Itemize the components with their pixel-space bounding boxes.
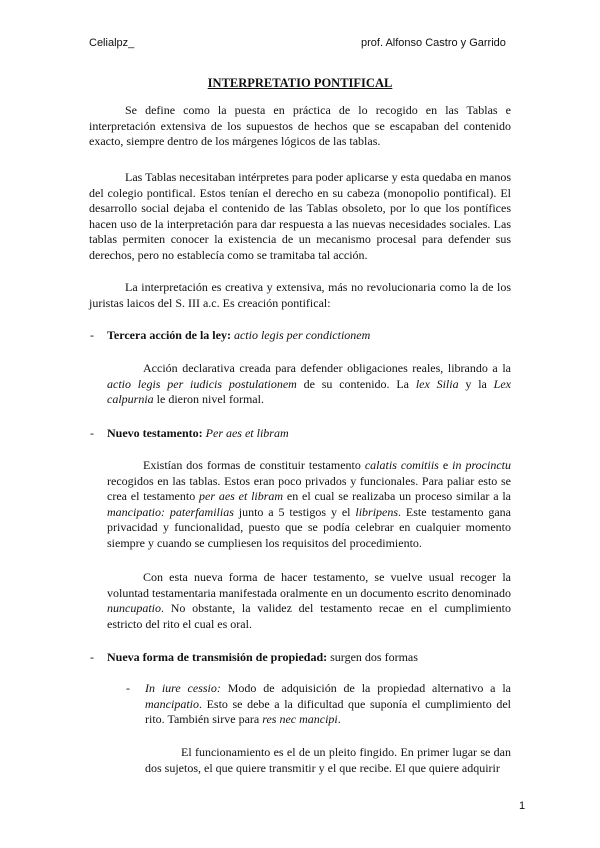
page-title: INTERPRETATIO PONTIFICAL: [207, 76, 393, 90]
paragraph-tablas: Las Tablas necesitaban intérpretes para poder aplicarse y esta quedaba en manos del colegio pontifical. Estos tenían el derecho en su cabeza (monopolio pontifical). El desarrollo social dejaba el contenido de las Tablas obsoleto, por lo que los pontífices hacen uso de la interpretación para dar respuesta a las nuevas necesidades sociales. Las tablas permiten conocer la existencia de un mecanismo procesal para defender sus derechos, pero no establecía como se tramitaba tal acción.: [89, 170, 511, 262]
paragraph-formas-testamento: Existían dos formas de constituir testamento calatis comitiis e in procinctu recogidos en las tablas. Estos eran poco privados y funcionales. Para paliar esto se crea el testamento per aes et libram en el cual se realizaba un proceso similar a la mancipatio: paterfamilias junto a 5 testigos y el libripens. Este testamento gana privacidad y funcionalidad, puesto que se podía celebrar en cualquier momento siempre y cuando se cumpliesen los requisitos del procedimiento.: [107, 458, 512, 550]
paragraph-accion-declarativa: Acción declarativa creada para defender obligaciones reales, librando a la actio legis per iudicis postulationem de su contenido. La lex Silia y la Lex calpurnia le dieron nivel formal.: [107, 361, 511, 407]
bullet-label: Tercera acción de la ley:: [107, 328, 231, 342]
bullet-label: Nueva forma de transmisión de propiedad:: [107, 650, 328, 664]
paragraph-pleito-fingido: El funcionamiento es el de un pleito fingido. En primer lugar se dan dos sujetos, el que quiere transmitir y el que recibe. El que quiere adquirir: [145, 745, 511, 775]
bullet-nuevo-testamento: [107, 426, 511, 442]
paragraph-interpretation: La interpretación es creativa y extensiva, más no revolucionaria como la de los juristas laicos del S. III a.c. Es creación pontifical:: [89, 280, 511, 310]
paragraph-definition: Se define como la puesta en práctica de lo recogido en las Tablas e interpretación extensiva de los supuestos de hechos que se escapaban del contenido exacto, siempre dentro de los márgenes lógicos de las tablas.: [89, 103, 511, 149]
sub-bullet-dash: -: [126, 681, 130, 695]
header-professor: prof. Alfonso Castro y Garrido: [361, 37, 506, 49]
bullet-label: Nuevo testamento:: [107, 426, 203, 440]
bullet-dash: -: [90, 328, 94, 342]
bullet-dash: -: [90, 426, 94, 440]
bullet-italic: Per aes et libram: [205, 426, 289, 440]
bullet-italic: actio legis per condictionem: [233, 328, 371, 342]
sub-bullet-in-iure-cessio: In iure cessio: Modo de adquisición de la propiedad alternativo a la mancipatio. Esto se debe a la dificultad que suponía el cumplimiento del rito. También sirve para res nec mancipi.: [145, 681, 512, 727]
bullet-tercera-accion: [107, 328, 511, 344]
paragraph-nuncupatio: Con esta nueva forma de hacer testamento, se vuelve usual recoger la voluntad testamentaria manifestada oralmente en un documento escrito denominado nuncupatio. No obstante, la validez del testamento recae en el cumplimiento estricto del rito el cual es oral.: [107, 570, 511, 631]
bullet-dash: -: [90, 650, 94, 664]
bullet-transmision-propiedad: Nueva forma de transmisión de propiedad: surgen dos formas: [107, 650, 418, 664]
page-number: 1: [519, 800, 526, 812]
header-author: Celialpz_: [89, 37, 135, 49]
